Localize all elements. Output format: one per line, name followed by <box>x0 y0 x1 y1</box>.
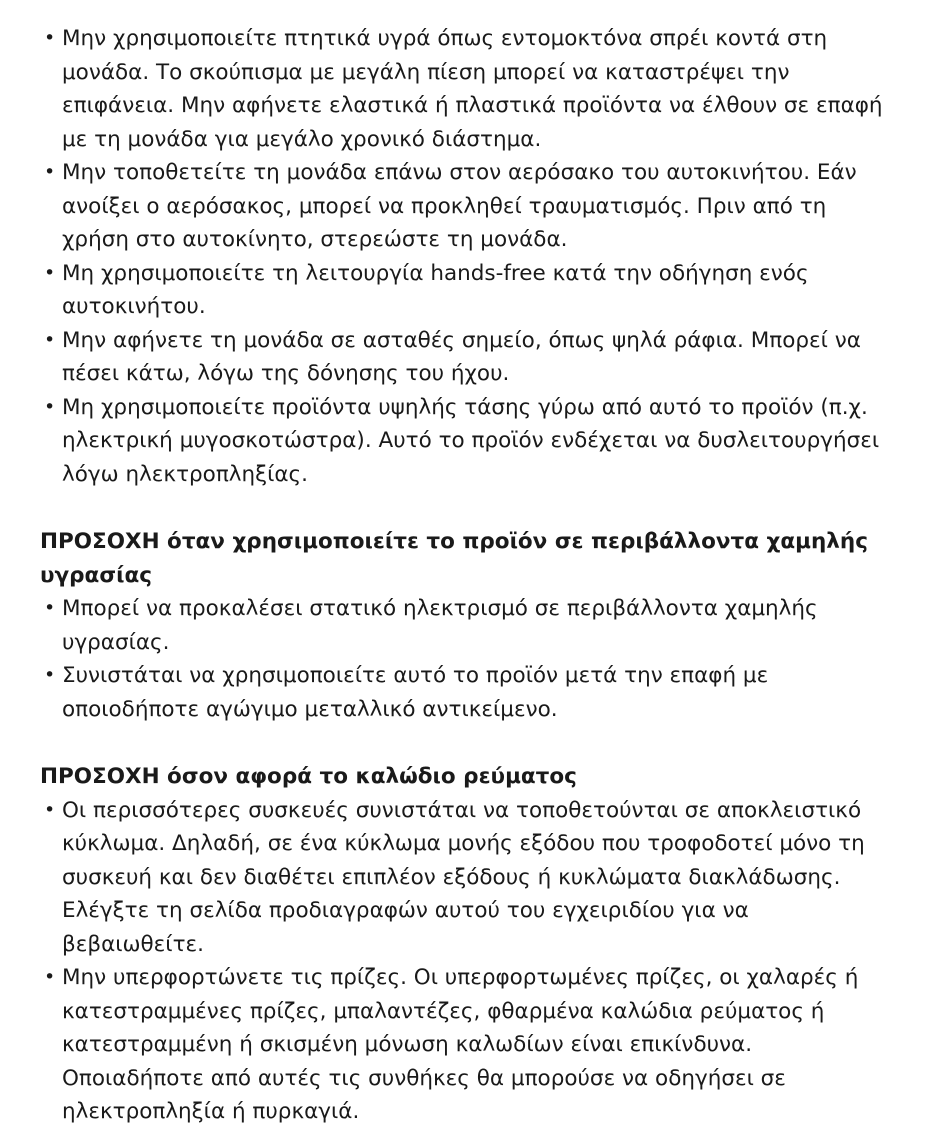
section-heading-power-cord: ΠΡΟΣΟΧΗ όσον αφορά το καλώδιο ρεύματος <box>40 764 577 789</box>
list-item: • Μπορεί να προκαλέσει στατικό ηλεκτρισμό σε περιβάλλοντα χαμηλής υγρασίας. <box>40 592 890 659</box>
section-spacer <box>40 491 890 525</box>
caution-list-low-humidity <box>40 592 890 726</box>
list-item: • Μη χρησιμοποιείτε τη λειτουργία hands-free κατά την οδήγηση ενός αυτοκινήτου. <box>40 257 890 324</box>
section-spacer <box>40 726 890 760</box>
section-heading-low-humidity: ΠΡΟΣΟΧΗ όταν χρησιμοποιείτε το προϊόν σε περιβάλλοντα χαμηλής υγρασίας <box>40 529 868 588</box>
list-item: • Μην τοποθετείτε τη μονάδα επάνω στον αερόσακο του αυτοκινήτου. Εάν ανοίξει ο αερόσακος, μπορεί να προκληθεί τραυματισμός. Πριν από τη χρήση στο αυτοκίνητο, στερεώστε τη μονάδα. <box>40 156 890 257</box>
list-item: • Μην χρησιμοποιείτε πτητικά υγρά όπως εντομοκτόνα σπρέι κοντά στη μονάδα. Το σκούπισμα με μεγάλη πίεση μπορεί να καταστρέψει την επιφάνεια. Μην αφήνετε ελαστικά ή πλαστικά προϊόντα να έλθουν σε επαφή με τη μονάδα για μεγάλο χρονικό διάστημα. <box>40 22 890 156</box>
list-item: • Μη χρησιμοποιείτε προϊόντα υψηλής τάσης γύρω από αυτό το προϊόν (π.χ. ηλεκτρική μυγοσκοτώστρα). Αυτό το προϊόν ενδέχεται να δυσλειτουργήσει λόγω ηλεκτροπληξίας. <box>40 391 890 492</box>
list-item: • Οι περισσότερες συσκευές συνιστάται να τοποθετούνται σε αποκλειστικό κύκλωμα. Δηλαδή, σε ένα κύκλωμα μονής εξόδου που τροφοδοτεί μόνο τη συσκευή και δεν διαθέτει επιπλέον εξόδους ή κυκλώματα διακλάδωσης. Ελέγξτε τη σελίδα προδιαγραφών αυτού του εγχειριδίου για να βεβαιωθείτε. <box>40 794 890 962</box>
caution-list-power-cord <box>40 794 890 1129</box>
caution-list-general <box>40 22 890 491</box>
list-item: • Μην αφήνετε τη μονάδα σε ασταθές σημείο, όπως ψηλά ράφια. Μπορεί να πέσει κάτω, λόγω της δόνησης του ήχου. <box>40 324 890 391</box>
list-item: • Μην υπερφορτώνετε τις πρίζες. Οι υπερφορτωμένες πρίζες, οι χαλαρές ή κατεστραμμένες πρίζες, μπαλαντέζες, φθαρμένα καλώδια ρεύματος ή κατεστραμμένη ή σκισμένη μόνωση καλωδίων είναι επικίνδυνα. Οποιαδήποτε από αυτές τις συνθήκες θα μπορούσε να οδηγήσει σε ηλεκτροπληξία ή πυρκαγιά. <box>40 961 890 1129</box>
list-item: • Συνιστάται να χρησιμοποιείτε αυτό το προϊόν μετά την επαφή με οποιοδήποτε αγώγιμο μεταλλικό αντικείμενο. <box>40 659 890 726</box>
